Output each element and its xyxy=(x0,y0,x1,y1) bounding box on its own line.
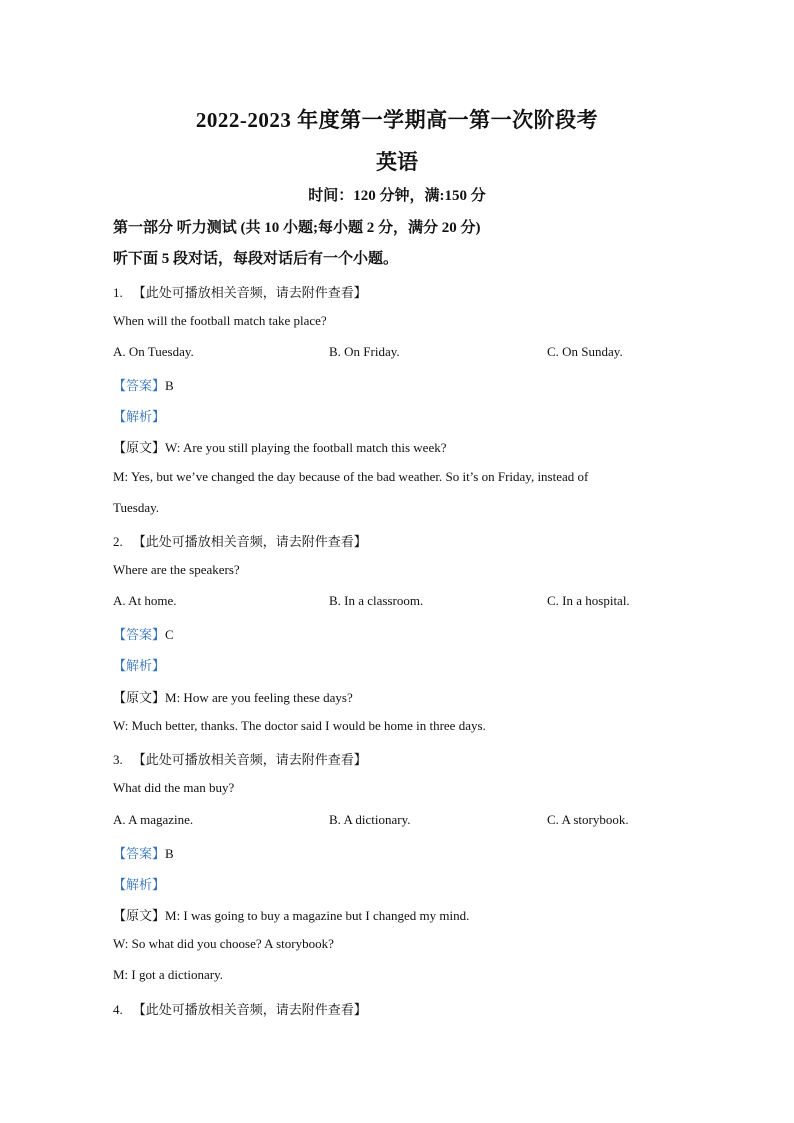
answer-value: C xyxy=(165,627,174,642)
answer-value: B xyxy=(165,846,174,861)
transcript-text: M: I was going to buy a magazine but I changed my mind. xyxy=(165,908,470,923)
transcript-label: 【原文】 xyxy=(113,690,166,705)
audio-placeholder-label[interactable]: 【此处可播放相关音频，请去附件查看】 xyxy=(132,1002,367,1017)
option-b: B. In a classroom. xyxy=(329,593,424,608)
question-2-header xyxy=(113,531,367,550)
audio-placeholder-label[interactable]: 【此处可播放相关音频，请去附件查看】 xyxy=(132,534,367,549)
question-1-options xyxy=(113,344,673,364)
question-1-transcript-line-2: M: Yes, but we’ve changed the day because of the bad weather. So it’s on Friday, instead of xyxy=(113,469,589,484)
question-1-transcript-line-3: Tuesday. xyxy=(113,500,159,515)
question-1-prompt: When will the football match take place? xyxy=(113,313,327,328)
question-2-answer xyxy=(113,624,174,643)
option-b: B. On Friday. xyxy=(329,344,400,359)
question-number: 3. xyxy=(113,752,123,767)
analysis-label: 【解析】 xyxy=(113,409,166,424)
question-number: 2. xyxy=(113,534,123,549)
question-2-transcript-line-1 xyxy=(113,687,353,706)
transcript-text: M: How are you feeling these days? xyxy=(165,690,353,705)
option-a: A. At home. xyxy=(113,593,177,608)
answer-label: 【答案】 xyxy=(113,378,166,393)
audio-placeholder-label[interactable]: 【此处可播放相关音频，请去附件查看】 xyxy=(132,752,367,767)
transcript-label: 【原文】 xyxy=(113,440,166,455)
answer-label: 【答案】 xyxy=(113,627,166,642)
question-1-answer xyxy=(113,375,174,394)
question-number: 4. xyxy=(113,1002,123,1017)
question-3-transcript-line-3: M: I got a dictionary. xyxy=(113,967,223,982)
analysis-label: 【解析】 xyxy=(113,877,166,892)
question-1-transcript-line-1 xyxy=(113,437,447,456)
transcript-text: W: Are you still playing the football match this week? xyxy=(165,440,447,455)
option-b: B. A dictionary. xyxy=(329,812,411,827)
audio-placeholder-label[interactable]: 【此处可播放相关音频，请去附件查看】 xyxy=(132,285,367,300)
question-3-answer xyxy=(113,843,174,862)
option-c: C. A storybook. xyxy=(547,812,629,827)
option-a: A. On Tuesday. xyxy=(113,344,194,359)
question-3-options xyxy=(113,812,673,832)
question-2-options xyxy=(113,593,673,613)
question-3-header xyxy=(113,749,367,768)
question-4-header xyxy=(113,999,367,1018)
question-2-prompt: Where are the speakers? xyxy=(113,562,240,577)
answer-value: B xyxy=(165,378,174,393)
section-heading: 第一部分 听力测试 (共 10 小题;每小题 2 分，满分 20 分) xyxy=(113,220,481,236)
question-3-transcript-line-2: W: So what did you choose? A storybook? xyxy=(113,936,334,951)
analysis-label: 【解析】 xyxy=(113,658,166,673)
subject-title: 英语 xyxy=(376,150,418,174)
answer-label: 【答案】 xyxy=(113,846,166,861)
question-number: 1. xyxy=(113,285,123,300)
question-1-header xyxy=(113,282,367,301)
option-a: A. A magazine. xyxy=(113,812,194,827)
exam-time-and-score: 时间：120 分钟，满:150 分 xyxy=(308,188,486,204)
question-2-transcript-line-2: W: Much better, thanks. The doctor said I would be home in three days. xyxy=(113,718,486,733)
option-c: C. In a hospital. xyxy=(547,593,630,608)
transcript-label: 【原文】 xyxy=(113,908,166,923)
question-3-transcript-line-1 xyxy=(113,905,469,924)
option-c: C. On Sunday. xyxy=(547,344,623,359)
question-3-prompt: What did the man buy? xyxy=(113,780,235,795)
exam-title: 2022-2023 年度第一学期高一第一次阶段考 xyxy=(195,108,599,132)
section-instruction: 听下面 5 段对话，每段对话后有一个小题。 xyxy=(113,251,399,267)
